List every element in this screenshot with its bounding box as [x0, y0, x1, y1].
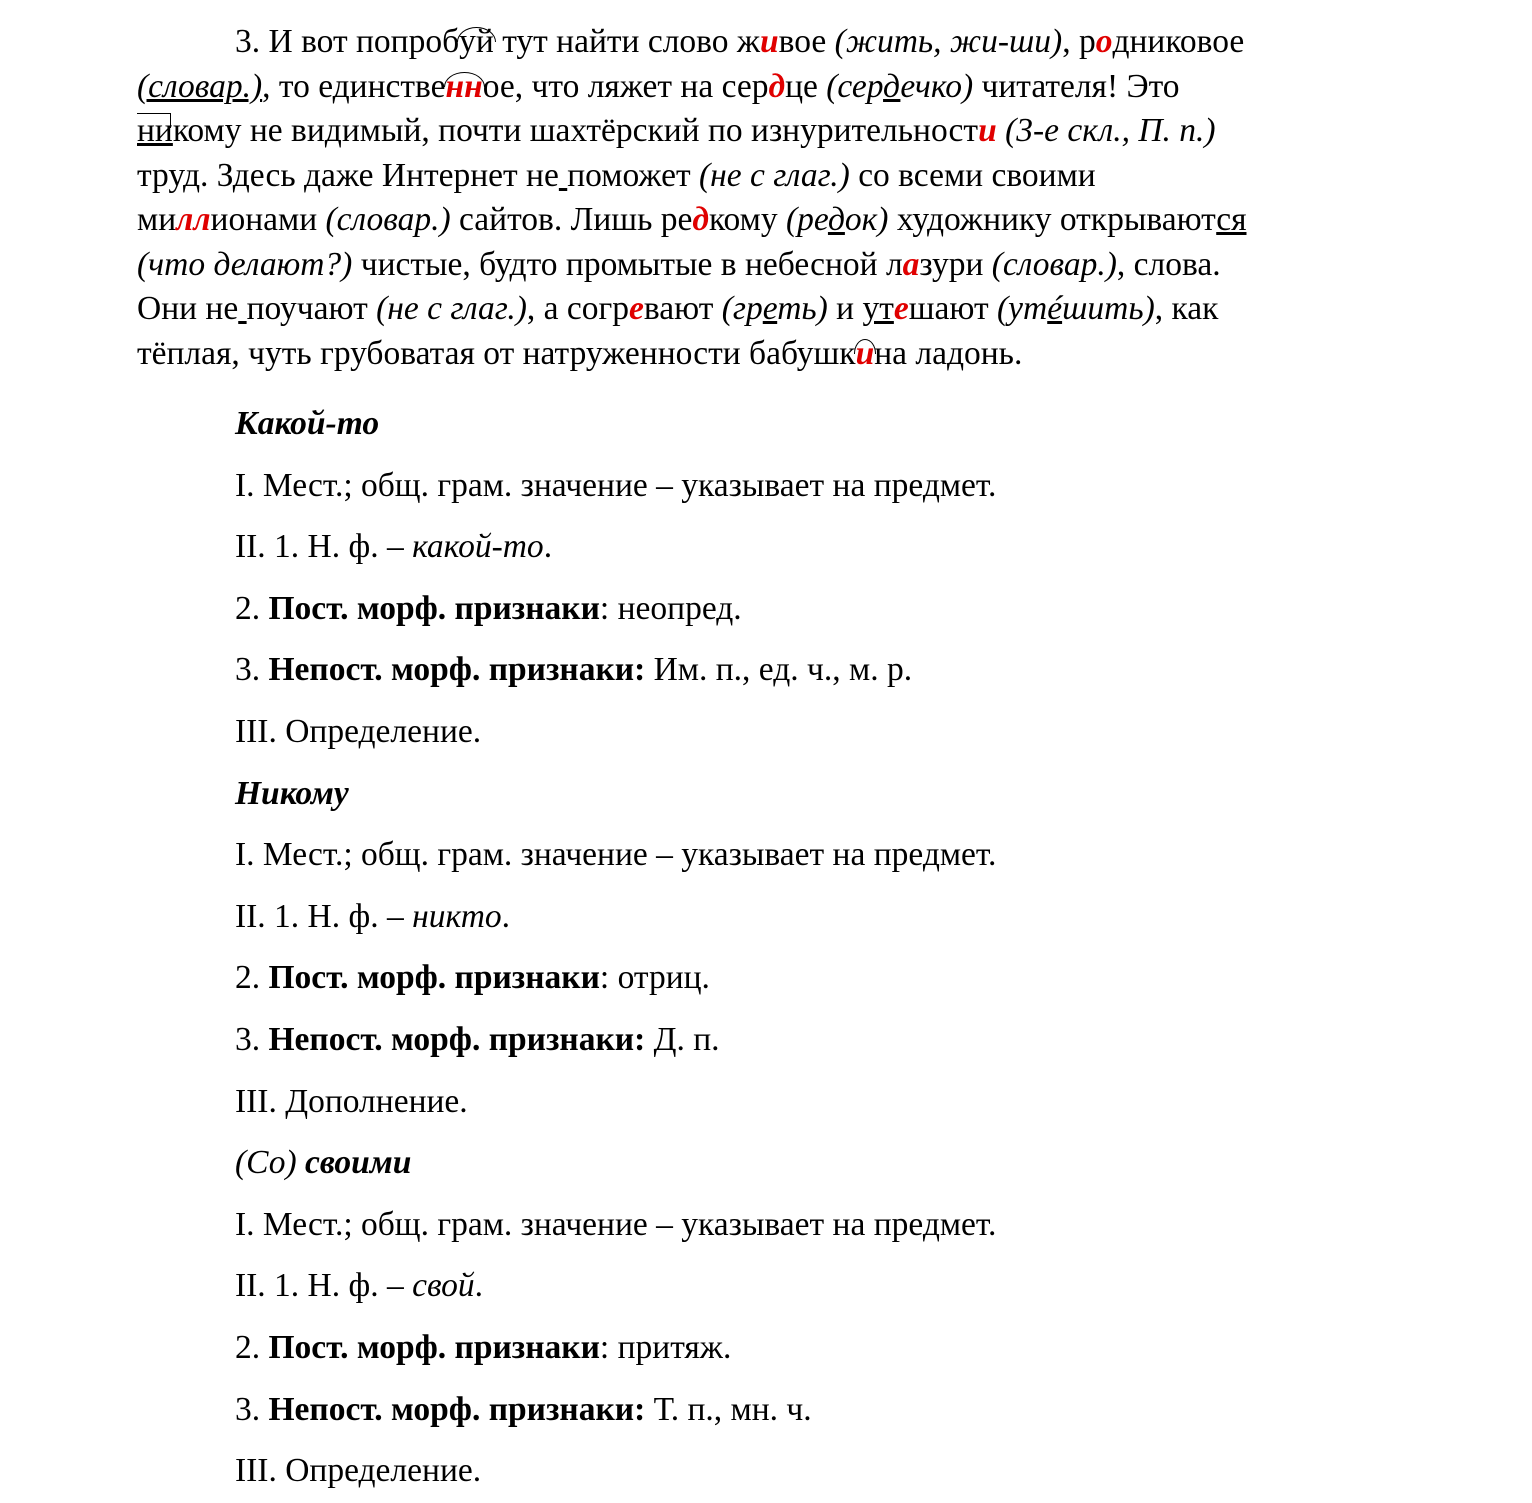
analysis-row-part-of-speech: I. Мест.; общ. грам. значение – указывает на предмет. — [235, 466, 997, 504]
underlined-letters: ут — [862, 290, 894, 327]
text-run: ми — [137, 201, 177, 238]
row-value: Им. п., ед. ч., м. р. — [645, 651, 913, 689]
separate-spelling-mark — [559, 157, 567, 194]
analysis-row-syntactic-role: III. Определение. — [235, 712, 482, 750]
text-run: труд. Здесь даже Интернет не — [137, 156, 559, 194]
text-run: читателя! Это — [973, 67, 1180, 105]
row-text: II. 1. Н. ф. – — [235, 528, 413, 566]
row-label: Пост. морф. признаки — [268, 589, 600, 627]
text-run: шают — [908, 290, 997, 327]
rule-note: (не с глаг.) — [698, 156, 850, 194]
row-label: Непост. морф. признаки: — [268, 1020, 646, 1058]
analysis-row-syntactic-role: III. Определение. — [235, 1452, 482, 1490]
text-run: на ладонь. — [874, 334, 1023, 372]
analysis-row-variable-features — [235, 1009, 1435, 1071]
row-text: . — [501, 897, 511, 935]
row-label: Пост. морф. признаки — [268, 959, 600, 997]
paragraph-line-1 — [137, 20, 1457, 65]
text-run: и — [827, 290, 863, 327]
rule-note: (сер — [826, 67, 884, 105]
analysis-row-part-of-speech: I. Мест.; общ. грам. значение – указывает на предмет. — [235, 836, 997, 874]
initial-form: свой — [412, 1267, 475, 1305]
rule-note: (словар.) — [991, 245, 1117, 283]
highlighted-letter: лл — [176, 201, 211, 238]
text-run: зури — [919, 245, 992, 283]
prefix-mark: ни — [137, 109, 173, 154]
paragraph-line-4 — [137, 154, 1457, 199]
text-run: , то единстве — [262, 67, 446, 105]
heading-prefix: (Со) — [235, 1144, 306, 1182]
text-run: ое, что ляжет на сер — [482, 67, 769, 105]
text-run: ионами — [210, 201, 326, 238]
rule-note: (ре — [785, 201, 828, 238]
text-run: вое — [778, 23, 835, 60]
analysis-row-syntactic-role: III. Дополнение. — [235, 1082, 468, 1120]
row-number: 3. — [235, 1390, 269, 1428]
section-heading — [235, 1132, 1435, 1194]
highlighted-letter: е — [629, 290, 644, 327]
text-run: со всеми своими — [849, 156, 1096, 194]
text-run: , слова. — [1116, 245, 1221, 283]
section-heading: Никому — [235, 774, 349, 812]
rule-note: (словар.) — [137, 67, 263, 105]
rule-note: (что делают?) — [137, 245, 353, 283]
row-label: Непост. морф. признаки: — [268, 1390, 646, 1428]
morphological-analysis — [235, 393, 1435, 1502]
rule-note: (не с глаг.) — [376, 290, 527, 327]
row-number: 2. — [235, 959, 269, 997]
paragraph-line-5 — [137, 198, 1457, 243]
row-value: : неопред. — [599, 589, 742, 627]
text-run: тёплая, чуть грубоватая от натруженности бабушк — [137, 334, 856, 372]
rule-note: (словар.) — [325, 201, 451, 238]
text-run: чистые, будто промытые в небесной л — [352, 245, 903, 283]
row-label: Непост. морф. признаки: — [268, 651, 646, 689]
row-text: II. 1. Н. ф. – — [235, 897, 413, 935]
rule-note: ть) — [777, 290, 828, 327]
rule-note: ечко) — [900, 67, 974, 105]
rule-note: шить) — [1062, 290, 1155, 327]
rule-note: (гр — [721, 290, 763, 327]
separate-spelling-mark — [238, 290, 246, 327]
analysis-row-part-of-speech: I. Мест.; общ. грам. значение – указывает на предмет. — [235, 1205, 997, 1243]
rule-note-underlined: д — [883, 67, 901, 105]
highlighted-letter: д — [692, 201, 709, 238]
rule-note-underlined: é — [1047, 290, 1063, 327]
row-number: 2. — [235, 1328, 269, 1366]
initial-form: никто — [412, 897, 502, 935]
initial-form: какой-то — [412, 528, 544, 566]
text-run: кому — [708, 201, 786, 238]
text-run: сайтов. Лишь ре — [450, 201, 693, 238]
row-text: . — [474, 1267, 483, 1305]
analysis-row-initial-form — [235, 1255, 1435, 1317]
analysis-row-constant-features — [235, 1317, 1435, 1379]
row-number: 3. — [235, 1020, 269, 1058]
highlighted-letter: и — [760, 23, 779, 60]
row-text: . — [543, 528, 553, 566]
row-value: Т. п., мн. ч. — [645, 1390, 812, 1428]
row-label: Пост. морф. признаки — [268, 1328, 600, 1366]
text-run: поучают — [246, 290, 377, 327]
rule-note: ок) — [844, 201, 889, 238]
rule-note-underlined: е — [762, 290, 778, 327]
highlighted-letter: нн — [446, 65, 483, 110]
highlighted-letter: о — [1095, 23, 1113, 60]
rule-note: (3-е скл., П. п.) — [996, 112, 1216, 149]
paragraph-line-2 — [137, 65, 1457, 110]
highlighted-letter: д — [768, 67, 786, 105]
paragraph-line-8 — [137, 332, 1457, 377]
underlined-letters: ся — [1216, 201, 1247, 238]
row-value: : притяж. — [599, 1328, 732, 1366]
rule-note: (жить, жи-ши) — [834, 23, 1063, 60]
text-run: вают — [643, 290, 722, 327]
highlighted-letter: а — [902, 245, 920, 283]
ending-mark: уй — [459, 20, 494, 65]
section-heading: Какой-то — [235, 405, 380, 442]
rule-note: (ут — [997, 290, 1048, 327]
row-value: Д. п. — [645, 1020, 720, 1058]
text-run: 3. И вот попроб — [235, 23, 460, 60]
exercise-paragraph — [137, 20, 1457, 376]
analysis-row-constant-features — [235, 578, 1435, 640]
rule-note-underlined: д — [827, 201, 845, 238]
highlighted-letter: е — [893, 290, 909, 327]
highlighted-letter: и — [856, 332, 875, 377]
text-run: , как — [1154, 290, 1219, 327]
analysis-row-constant-features — [235, 947, 1435, 1009]
heading-word: своими — [305, 1144, 412, 1182]
text-run: поможет — [567, 156, 699, 194]
text-run: художнику открывают — [888, 201, 1217, 238]
analysis-row-variable-features — [235, 1379, 1435, 1441]
text-run: Они не — [137, 290, 239, 327]
text-run: кому не видимый, почти шахтёрский по изнурительност — [172, 112, 979, 149]
paragraph-line-6 — [137, 243, 1457, 288]
highlighted-letter: и — [978, 112, 997, 149]
paragraph-line-3 — [137, 109, 1457, 154]
paragraph-line-7 — [137, 287, 1457, 332]
analysis-row-initial-form — [235, 516, 1435, 578]
row-number: 3. — [235, 651, 269, 689]
text-run: дниковое — [1112, 23, 1245, 60]
text-run: це — [785, 67, 827, 105]
row-number: 2. — [235, 589, 269, 627]
text-run: тут найти слово ж — [493, 23, 761, 60]
text-run: , р — [1062, 23, 1096, 60]
text-run: , а согр — [526, 290, 630, 327]
analysis-row-variable-features — [235, 639, 1435, 701]
row-value: : отриц. — [599, 959, 710, 997]
analysis-row-initial-form — [235, 886, 1435, 948]
row-text: II. 1. Н. ф. – — [235, 1267, 413, 1305]
